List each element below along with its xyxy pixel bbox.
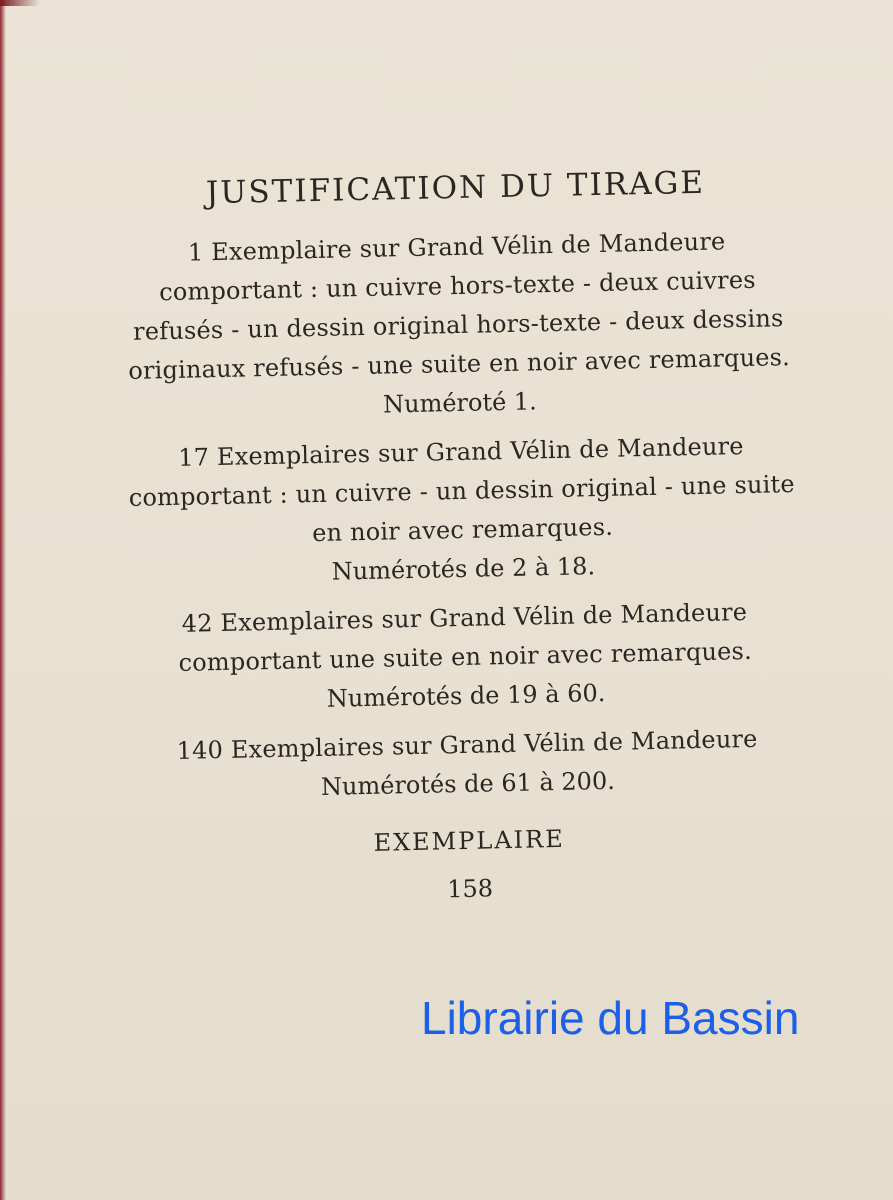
entry-3-numbering: Numérotés de 19 à 60. (326, 678, 606, 713)
copy-number: 158 (446, 874, 494, 904)
entry-4-description: 140 Exemplaires sur Grand Vélin de Mandeure (176, 724, 758, 765)
binding-edge (0, 0, 6, 1200)
entry-1-numbering: Numéroté 1. (382, 387, 538, 419)
entry-2-numbering: Numérotés de 2 à 18. (331, 552, 596, 586)
entry-4-numbering: Numérotés de 61 à 200. (320, 766, 616, 801)
print-run-statement (115, 161, 810, 913)
page-title: JUSTIFICATION DU TIRAGE (205, 164, 706, 212)
binding-corner (0, 0, 40, 6)
entry-2-description: 17 Exemplaires sur Grand Vélin de Mandeure comportant : un cuivre - un dessin original - une suite en noir avec remarques. (128, 432, 796, 548)
entry-1-description: 1 Exemplaire sur Grand Vélin de Mandeure comportant : un cuivre hors-texte - deux cuivres refusés - un dessin original hors-texte - deux dessins originaux refusés - une suite en noir avec remarques. (127, 227, 791, 385)
entry-3-description: 42 Exemplaires sur Grand Vélin de Mandeure comportant une suite en noir avec remarques. (178, 597, 753, 677)
copy-label: EXEMPLAIRE (373, 824, 565, 857)
watermark: Librairie du Bassin (421, 992, 800, 1044)
